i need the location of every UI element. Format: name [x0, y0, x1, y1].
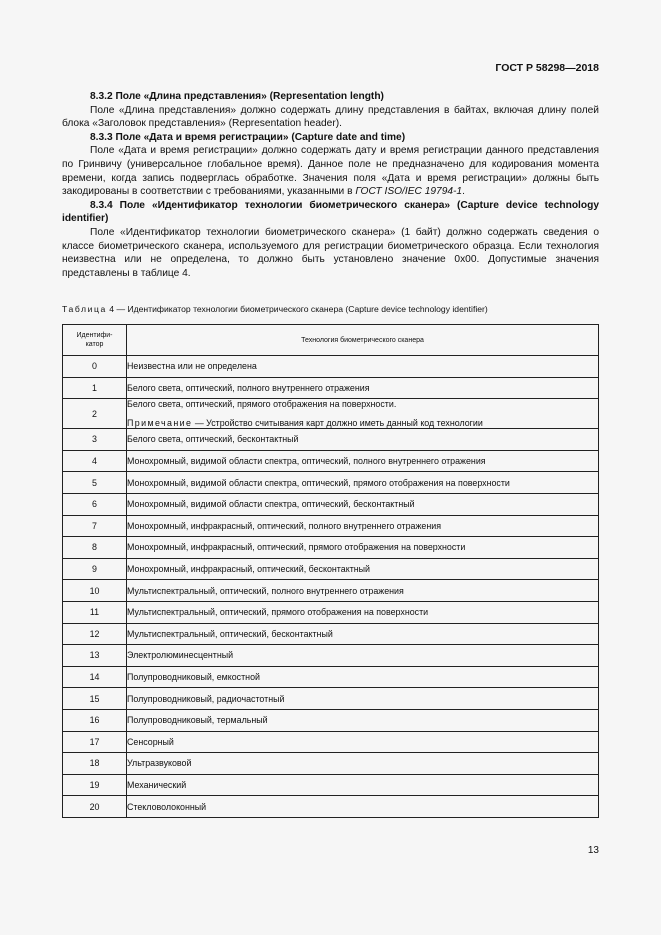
- cell-id: 3: [63, 429, 127, 451]
- table-row: [63, 709, 599, 731]
- cell-id: 5: [63, 472, 127, 494]
- cell-tech: Электролюминесцентный: [127, 645, 599, 667]
- table-row: [63, 774, 599, 796]
- cell-tech: Механический: [127, 774, 599, 796]
- cell-tech: Мультиспектральный, оптический, прямого отображения на поверхности: [127, 601, 599, 623]
- table-row: [63, 558, 599, 580]
- section-834-body: Поле «Идентификатор технологии биометрического сканера» (1 байт) должно содержать сведения о классе биометрического сканера, используемого для регистрации биометрического образца. Если технология неизвестна или не определена, то должно быть установлено значение 0x00. Допустимые значения представлены в таблице 4.: [62, 226, 599, 279]
- note-label: Примечание: [127, 418, 193, 429]
- cell-tech: Мультиспектральный, оптический, полного внутреннего отражения: [127, 580, 599, 602]
- section-832-body: Поле «Длина представления» должно содержать длину представления в байтах, включая длину полей блока «Заголовок представления» (Representation header).: [62, 104, 599, 130]
- col-header-id: [63, 325, 127, 356]
- cell-id: 6: [63, 493, 127, 515]
- cell-id: 8: [63, 537, 127, 559]
- cell-id: 0: [63, 356, 127, 378]
- cell-tech: Полупроводниковый, радиочастотный: [127, 688, 599, 710]
- section-833-body-end: .: [462, 186, 465, 198]
- table-row: [63, 515, 599, 537]
- section-833-body-start: Поле «Дата и время регистрации» должно содержать дату и время регистрации данного представления по Гринвичу (универсальное глобальное время). Данное поле не предназначено для кодирования момента времени, когда запись подверглась обработке. Значения поля «Дата и время регистрации» должны быть закодированы в соответствии с требованиями, указанными в: [62, 145, 599, 198]
- cell-tech: Монохромный, инфракрасный, оптический, прямого отображения на поверхности: [127, 537, 599, 559]
- table-row: [63, 429, 599, 451]
- section-832-title: 8.3.2 Поле «Длина представления» (Representation length): [90, 91, 384, 102]
- table-row: [63, 731, 599, 753]
- cell-id: 20: [63, 796, 127, 818]
- table-row: [63, 356, 599, 378]
- cell-id: 9: [63, 558, 127, 580]
- cell-tech: Сенсорный: [127, 731, 599, 753]
- table-row: [63, 645, 599, 667]
- section-833-ref: ГОСТ ISO/IEC 19794-1: [355, 186, 463, 198]
- cell-tech: Монохромный, видимой области спектра, оптический, прямого отображения на поверхности: [127, 472, 599, 494]
- cell-tech: Стекловолоконный: [127, 796, 599, 818]
- cell-tech: Полупроводниковый, емкостной: [127, 666, 599, 688]
- cell-tech: Монохромный, видимой области спектра, оптический, полного внутреннего отражения: [127, 450, 599, 472]
- cell-id: 2: [63, 399, 127, 429]
- cell-id: 11: [63, 601, 127, 623]
- table-row: [63, 688, 599, 710]
- cell-id: 16: [63, 709, 127, 731]
- table-caption-text: 4 — Идентификатор технологии биометрического сканера (Capture device technology identifier): [109, 304, 488, 314]
- cell-id: 14: [63, 666, 127, 688]
- col-header-technology: Технология биометрического сканера: [127, 325, 599, 356]
- cell-tech: Ультразвуковой: [127, 753, 599, 775]
- cell-tech: Белого света, оптический, бесконтактный: [127, 429, 599, 451]
- cell-id: 4: [63, 450, 127, 472]
- table-row: [63, 753, 599, 775]
- cell-tech-text: Белого света, оптический, прямого отображения на поверхности.: [127, 399, 397, 410]
- standard-header: ГОСТ Р 58298—2018: [495, 62, 599, 74]
- table-note: [127, 418, 598, 428]
- table-row: [63, 537, 599, 559]
- cell-id: 15: [63, 688, 127, 710]
- cell-id: 19: [63, 774, 127, 796]
- cell-tech: Белого света, оптический, полного внутреннего отражения: [127, 377, 599, 399]
- cell-id: 1: [63, 377, 127, 399]
- cell-tech: Мультиспектральный, оптический, бесконтактный: [127, 623, 599, 645]
- cell-id: 17: [63, 731, 127, 753]
- cell-tech: Монохромный, инфракрасный, оптический, полного внутреннего отражения: [127, 515, 599, 537]
- col-header-id-line1: Идентифи-: [76, 332, 113, 339]
- table-row: [63, 450, 599, 472]
- cell-id: 13: [63, 645, 127, 667]
- table-row: [63, 377, 599, 399]
- table-row: [63, 399, 599, 429]
- cell-id: 12: [63, 623, 127, 645]
- cell-tech: Полупроводниковый, термальный: [127, 709, 599, 731]
- section-833-body: [62, 144, 599, 198]
- cell-tech: [127, 399, 599, 429]
- table-row: [63, 580, 599, 602]
- cell-tech: Неизвестна или не определена: [127, 356, 599, 378]
- table-row: [63, 493, 599, 515]
- cell-id: 18: [63, 753, 127, 775]
- note-text: — Устройство считывания карт должно иметь данный код технологии: [194, 418, 483, 429]
- cell-id: 10: [63, 580, 127, 602]
- page-number: 13: [587, 845, 599, 856]
- cell-tech: Монохромный, видимой области спектра, оптический, бесконтактный: [127, 493, 599, 515]
- table-row: [63, 601, 599, 623]
- table-row: [63, 796, 599, 818]
- section-833-title: 8.3.3 Поле «Дата и время регистрации» (Capture date and time): [90, 131, 406, 143]
- table-header-row: [63, 325, 599, 356]
- table-caption-label: Таблица: [62, 304, 107, 314]
- table-caption: [62, 304, 622, 314]
- table-row: [63, 666, 599, 688]
- section-834-title: 8.3.4 Поле «Идентификатор технологии биометрического сканера» (Capture device technology identifier): [62, 199, 599, 225]
- cell-id: 7: [63, 515, 127, 537]
- technology-table: [62, 324, 599, 818]
- cell-tech: Монохромный, инфракрасный, оптический, бесконтактный: [127, 558, 599, 580]
- col-header-id-line2: катор: [85, 341, 104, 348]
- body-text: [62, 90, 599, 280]
- table-row: [63, 472, 599, 494]
- table-row: [63, 623, 599, 645]
